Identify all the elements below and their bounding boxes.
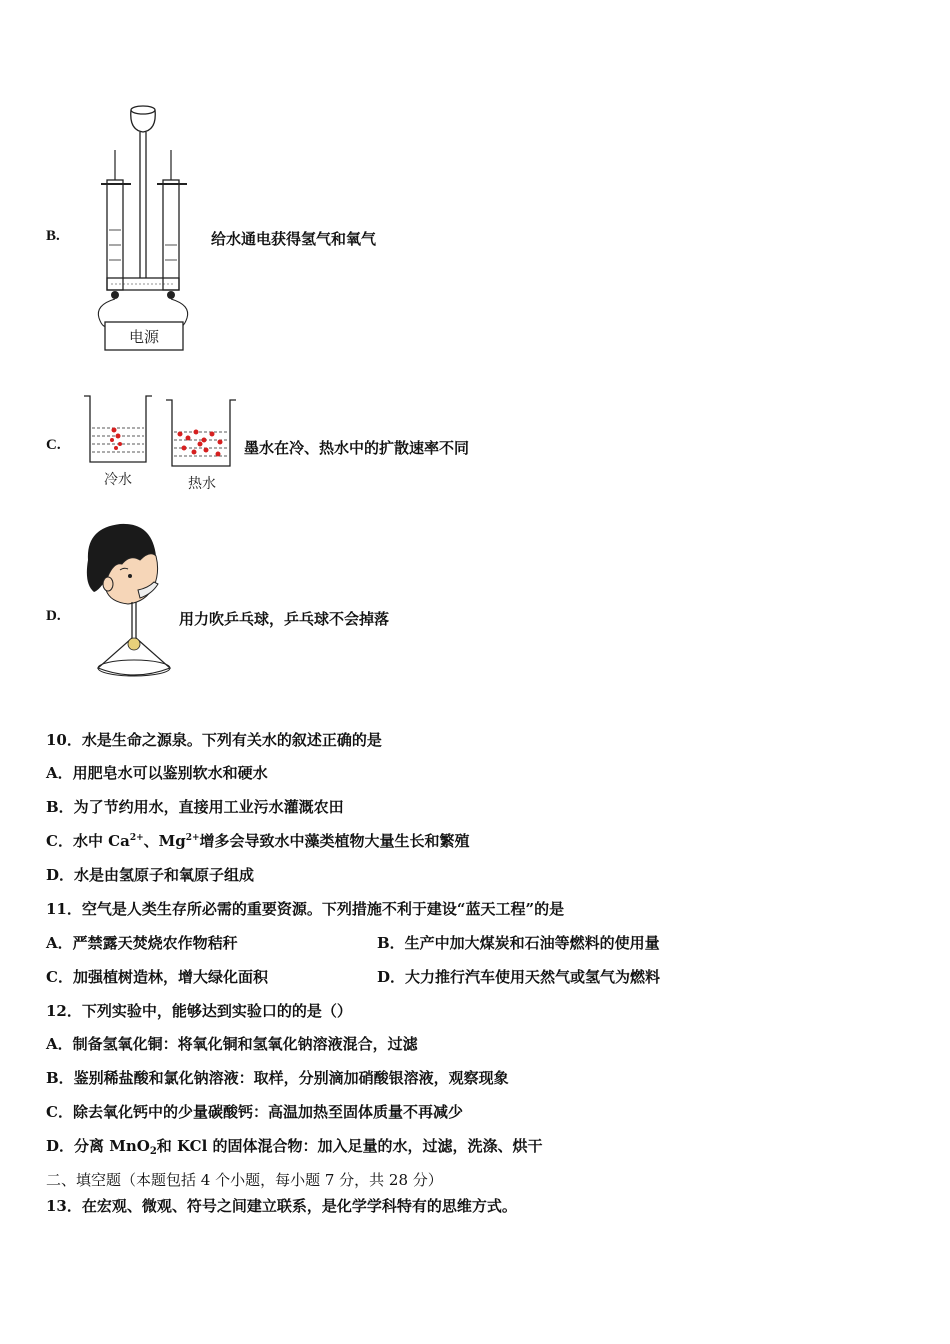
cold-water-label: 冷水	[104, 472, 132, 488]
boy-blowing-funnel-figure	[80, 520, 190, 685]
option-c-caption: 墨水在冷、热水中的扩散速率不同	[244, 439, 470, 457]
section-heading: 二、填空题（本题包括 4 个小题，每小题 7 分，共 28 分）	[46, 1171, 443, 1189]
option-d-caption: 用力吹乒乓球，乒乓球不会掉落	[179, 610, 390, 628]
q10-option-d: D．水是由氢原子和氧原子组成	[46, 866, 255, 884]
q11-option-b: B．生产中加大煤炭和石油等燃料的使用量	[377, 934, 660, 952]
electrolysis-apparatus-figure	[85, 100, 215, 360]
hot-water-label: 热水	[188, 476, 216, 492]
q11-option-a: A．严禁露天焚烧农作物秸秆	[46, 934, 238, 952]
q11-option-c: C．加强植树造林，增大绿化面积	[46, 968, 268, 986]
q12-option-b: B．鉴别稀盐酸和氯化钠溶液：取样，分别滴加硝酸银溶液，观察现象	[46, 1069, 509, 1087]
q12-option-a: A．制备氢氧化铜：将氧化铜和氢氧化钠溶液混合，过滤	[46, 1035, 418, 1053]
option-d-letter: D.	[46, 608, 61, 624]
q10-option-c: C．水中 $Ca^{2+}$、$Mg^{2+}$增多会导致水中藻类植物大量生长和繁殖	[46, 832, 470, 850]
q11-option-d: D．大力推行汽车使用天然气或氢气为燃料	[377, 968, 661, 986]
beakers-figure	[80, 392, 240, 492]
option-b-letter: B.	[46, 228, 60, 244]
option-b-caption: 给水通电获得氢气和氧气	[211, 230, 377, 248]
q10-option-b: B．为了节约用水，直接用工业污水灌溉农田	[46, 798, 344, 816]
q12-option-d: D．分离 MnO$_2$和 KCl 的固体混合物：加入足量的水，过滤，洗涤、烘干	[46, 1137, 543, 1157]
q10-option-a: A．用肥皂水可以鉴别软水和硬水	[46, 764, 268, 782]
q12-stem: 12．下列实验中，能够达到实验口的的是（）	[46, 1002, 352, 1020]
q11-stem: 11．空气是人类生存所必需的重要资源。下列措施不利于建设“蓝天工程”的是	[46, 900, 565, 918]
q10-stem: 10．水是生命之源泉。下列有关水的叙述正确的是	[46, 731, 382, 749]
q12-option-c: C．除去氧化钙中的少量碳酸钙：高温加热至固体质量不再减少	[46, 1103, 463, 1121]
option-c-letter: C.	[46, 437, 61, 453]
power-source-label: 电源	[128, 328, 160, 346]
q13-stem: 13．在宏观、微观、符号之间建立联系，是化学学科特有的思维方式。	[46, 1197, 517, 1215]
